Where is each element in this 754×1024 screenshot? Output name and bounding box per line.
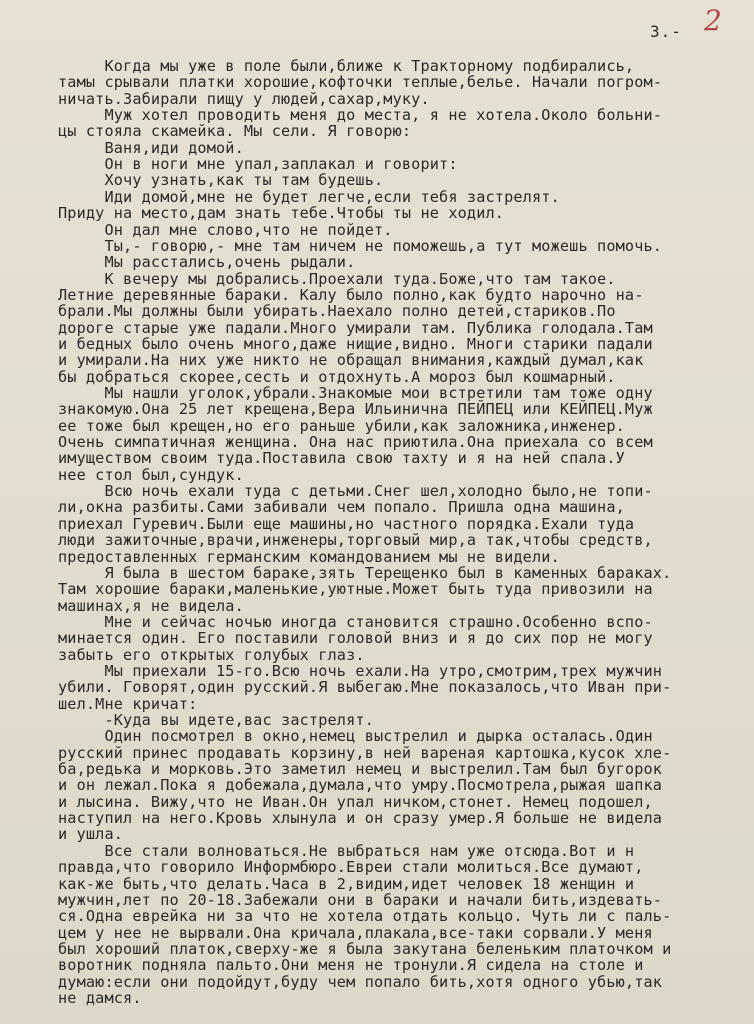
text-line: Все стали волноваться.Не выбраться нам уже отсюда.Вот и н	[58, 841, 635, 860]
text-line: ее тоже был крещен,но его раньше убили,как заложника,инженер.	[58, 416, 625, 435]
text-line: Мы приехали 15-го.Всю ночь ехали.На утро,смотрим,трех мужчин	[58, 661, 663, 680]
text-line: и ушла.	[58, 825, 124, 844]
text-line: как-же быть,что делать.Часа в 2,видим,идет человек 18 женщин и	[58, 874, 635, 893]
text-line: Он в ноги мне упал,заплакал и говорит:	[58, 155, 458, 174]
text-line: Иди домой,мне не будет легче,если тебя застрелят.	[58, 187, 560, 206]
text-line: шел.Мне кричат:	[58, 694, 198, 713]
text-line: Один посмотрел в окно,немец выстрелил и дырка осталась.Один	[58, 727, 653, 746]
text-line: и бедных было очень много,даже нищие,видно. Многи старики падали	[58, 334, 653, 353]
text-line: цем у нее не вырвали.Она кричала,плакала,все-таки сорвали.У меня	[58, 923, 653, 942]
text-line: Мне и сейчас ночью иногда становится страшно.Особенно вспо-	[58, 612, 653, 631]
text-line: ничать.Забирали пищу у людей,сахар,муку.	[58, 89, 430, 108]
text-line: брали.Мы должны были убирать.Наехало полно детей,стариков.По	[58, 302, 616, 321]
text-line: Муж хотел проводить меня до места, я не хотела.Около больни-	[58, 106, 663, 125]
text-line: машинах,я не видела.	[58, 596, 244, 615]
text-line: нее стол был,сундук.	[58, 465, 244, 484]
text-line: забыть его открытых голубых глаз.	[58, 645, 365, 664]
text-line: Очень симпатичная женщина. Она нас приютила.Она приехала со всем	[58, 433, 653, 452]
handwritten-page-number: 2	[704, 4, 722, 37]
text-line: Ты,- говорю,- мне там ничем не поможешь,а тут можешь помочь.	[58, 236, 663, 255]
text-line: русский принес продавать корзину,в ней вареная картошка,кусок хле-	[58, 743, 672, 762]
text-line: Я была в шестом бараке,зять Терещенко был в каменных бараках.	[58, 563, 672, 582]
text-line: убили. Говорят,один русский.Я выбегаю.Мне показалось,что Иван при-	[58, 678, 672, 697]
text-line: цы стояла скамейка. Мы сели. Я говорю:	[58, 122, 412, 141]
text-line: ся.Одна еврейка ни за что не хотела отдать кольцо. Чуть ли с паль-	[58, 907, 672, 926]
text-line: ба,редька и морковь.Это заметил немец и выстрелил.Там был бугорок	[58, 760, 663, 779]
text-line: и лысина. Вижу,что не Иван.Он упал ничком,стонет. Немец подошел,	[58, 792, 653, 811]
text-line: люди зажиточные,врачи,инженеры,торговый мир,а так,чтобы средств,	[58, 531, 653, 550]
text-line: и умирали.На них уже никто не обращал внимания,каждый думал,как	[58, 351, 644, 370]
text-line: Всю ночь ехали туда с детьми.Снег шел,холодно было,не топи-	[58, 482, 653, 501]
text-line: наступил на него.Кровь хлынула и он сразу умер.Я больше не видела	[58, 809, 663, 828]
text-line: Ваня,иди домой.	[58, 138, 244, 157]
text-line: ли,окна разбиты.Сами забивали чем попало. Пришла одна машина,	[58, 498, 625, 517]
text-line: Когда мы уже в поле были,ближе к Тракторному подбирались,	[58, 57, 635, 75]
text-line: приехал Гуревич.Были еще машины,но частного порядка.Ехали туда	[58, 514, 635, 533]
text-line: Там хорошие бараки,маленькие,уютные.Может быть туда привозили на	[58, 580, 653, 599]
text-line: К вечеру мы добрались.Проехали туда.Боже,что там такое.	[58, 269, 616, 288]
text-line: не дамся.	[58, 988, 142, 1007]
text-line: воротник подняла пальто.Они меня не тронули.Я сидела на столе и	[58, 956, 644, 975]
text-line: бы добраться скорее,сесть и отдохнуть.А мороз был кошмарный.	[58, 367, 616, 386]
text-line: Летние деревянные бараки. Калу было полно,как будто нарочно на-	[58, 285, 644, 304]
text-line: Он дал мне слово,что не пойдет.	[58, 220, 393, 239]
text-line: думаю:если они подойдут,буду чем попало бить,хотя одного убью,так	[58, 972, 663, 991]
page-number: 3.-	[650, 22, 682, 41]
text-line: Приду на место,дам знать тебе.Чтобы ты не ходил.	[58, 204, 505, 223]
text-line: дороге старые уже падали.Много умирали там. Публика голодала.Там	[58, 318, 653, 337]
text-line: имуществом своим туда.Поставила свою тахту и я на ней спала.У	[58, 449, 625, 468]
text-line: -Куда вы идете,вас застрелят.	[58, 711, 374, 729]
text-line: предоставленных германским командованием мы не видели.	[58, 547, 560, 566]
text-line: Хочу узнать,как ты там будешь.	[58, 171, 384, 190]
text-line: Мы расстались,очень рыдали.	[58, 253, 356, 272]
text-line: и он лежал.Пока я добежала,думала,что умру.Посмотрела,рыжая шапка	[58, 776, 663, 795]
text-line: мужчин,лет по 20-18.Забежали они в бараки и начали бить,издевать-	[58, 890, 663, 909]
text-line: был хороший платок,сверху-же я была закутана беленьким платочком и	[58, 939, 672, 958]
text-line: знакомую.Она 25 лет крещена,Вера Ильинична ПЕЙПЕЦ или КЕЙПЕЦ.Муж	[58, 400, 653, 419]
text-line: правда,что говорило Информбюро.Евреи стали молиться.Все думают,	[58, 858, 644, 877]
text-line: минается один. Его поставили головой вниз и я до сих пор не могу	[58, 629, 653, 648]
text-line: тамы срывали платки хорошие,кофточки теплые,белье. Начали погром-	[58, 73, 663, 92]
text-line: Мы нашли уголок,убрали.Знакомые мои встретили там тоже одну	[58, 384, 653, 402]
